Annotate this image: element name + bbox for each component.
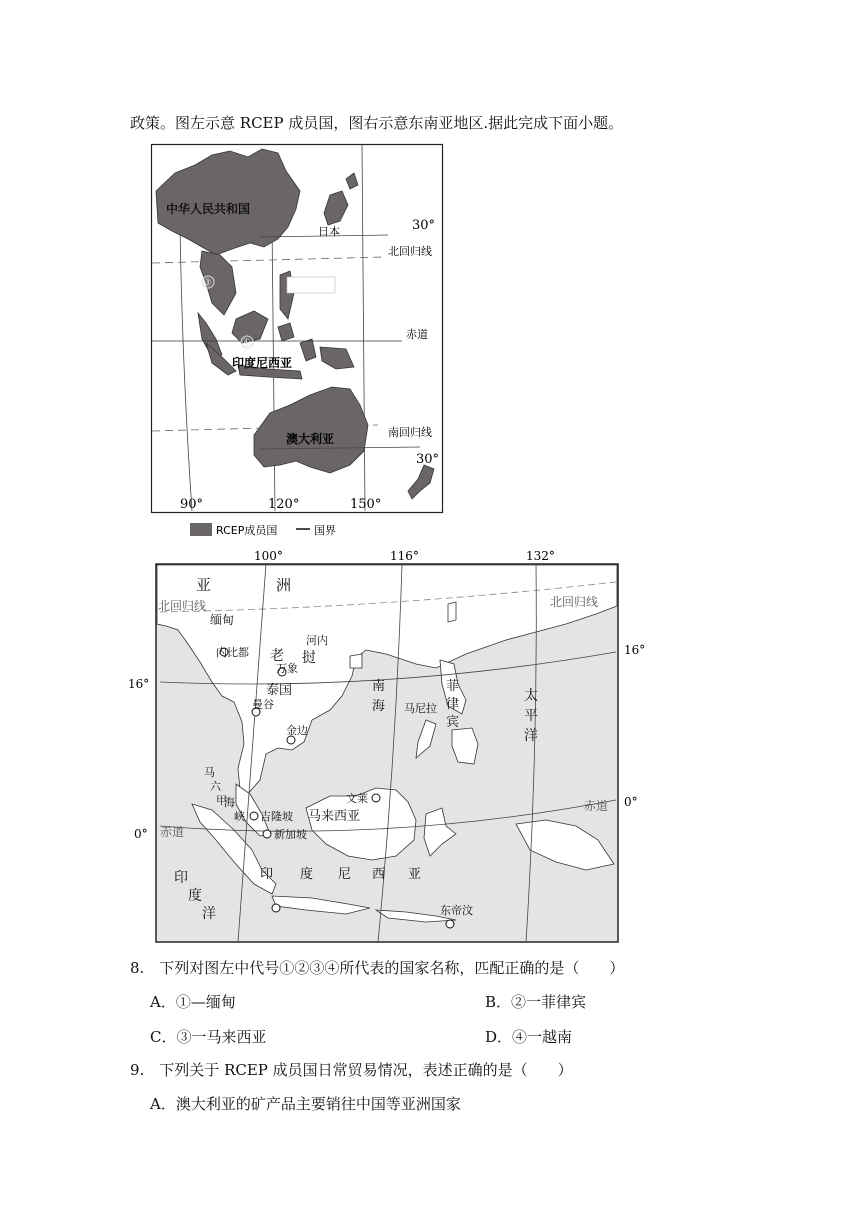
- strait-label-3: 甲: [216, 794, 227, 807]
- kl-label: 吉隆坡: [260, 810, 293, 823]
- asia-label-2: 洲: [276, 576, 292, 594]
- myanmar-label: 缅甸: [210, 613, 235, 627]
- equator-right-label: 赤道: [584, 799, 609, 813]
- hanoi-label: 河内: [306, 634, 328, 647]
- laos-label-1: 老: [270, 648, 284, 664]
- strait-label-4: 海: [224, 796, 235, 809]
- q8-option-a[interactable]: A．①—缅甸: [150, 993, 236, 1011]
- tropic-s-label: 南回归线: [388, 426, 432, 439]
- indonesia-label-3: 尼: [338, 867, 352, 882]
- lat30-label: 30°: [412, 218, 436, 233]
- q9-option-a[interactable]: A．澳大利亚的矿产品主要销往中国等亚洲国家: [150, 1095, 461, 1113]
- legend-border-label: 国界: [314, 524, 336, 537]
- phnompenh-label: 金边: [286, 724, 308, 737]
- lon150-label: 150°: [350, 497, 382, 512]
- brunei-label: 文莱: [346, 792, 368, 805]
- philippines-label-3: 宾: [446, 715, 460, 730]
- indonesia-label-4: 西: [372, 867, 386, 882]
- indian-ocean-label-1: 印: [174, 870, 188, 886]
- lon120-label: 120°: [268, 497, 300, 512]
- intro-text: 政策。图左示意 RCEP 成员国，图右示意东南亚地区.据此完成下面小题。: [130, 114, 624, 132]
- lon116-label: 116°: [390, 549, 419, 563]
- tropic-left-label: 北回归线: [158, 599, 207, 613]
- lat30s-label: 30°: [416, 452, 440, 467]
- marker-3: ③: [202, 276, 212, 289]
- japan-label: 日本: [318, 225, 340, 238]
- philippines-label-1: 菲: [446, 679, 460, 694]
- indian-ocean-label-2: 度: [188, 888, 202, 904]
- australia-label: 澳大利亚: [286, 432, 335, 446]
- bangkok-label: 曼谷: [252, 698, 274, 711]
- lon132-label: 132°: [526, 549, 555, 563]
- china-label: 中华人民共和国: [166, 202, 251, 216]
- singapore-label: 新加坡: [274, 828, 307, 841]
- lon90-label: 90°: [180, 497, 204, 512]
- legend-member-label: RCEP成员国: [216, 524, 278, 537]
- vientiane-label: 万象: [276, 662, 298, 675]
- tropic-right-label: 北回归线: [550, 595, 599, 609]
- southeast-asia-map: [126, 544, 656, 946]
- indonesia-label-1: 印: [260, 867, 274, 882]
- lon100-label: 100°: [254, 549, 283, 563]
- marker-4: ④: [241, 336, 251, 349]
- equator-left-label: 赤道: [160, 825, 185, 839]
- lat0-left: 0°: [134, 827, 148, 841]
- thailand-label: 泰国: [266, 683, 293, 698]
- strait-label-1: 马: [204, 766, 215, 779]
- tropic-n-label: 北回归线: [388, 245, 432, 258]
- naypyidaw-label: 内比都: [216, 646, 249, 659]
- equator-label: 赤道: [406, 328, 428, 341]
- lat16-right: 16°: [624, 643, 646, 657]
- asia-label-1: 亚: [196, 576, 212, 594]
- strait-label-2: 六: [210, 780, 221, 793]
- pacific-label-1: 太: [524, 688, 538, 704]
- south-sea-label-1: 南: [372, 679, 386, 694]
- rcep-members-map: [150, 143, 445, 543]
- manila-label: 马尼拉: [404, 702, 437, 715]
- legend-member-swatch: [190, 523, 212, 536]
- q9-stem: 9. 下列关于 RCEP 成员国日常贸易情况，表述正确的是（ ）: [130, 1061, 573, 1079]
- pacific-label-2: 平: [524, 708, 538, 724]
- strait-label-5: 峡: [234, 810, 245, 823]
- indonesia-label-5: 亚: [408, 867, 422, 882]
- malaysia-label: 马来西亚: [308, 809, 361, 824]
- lat16-left: 16°: [128, 677, 150, 691]
- q8-option-d[interactable]: D．④一越南: [485, 1028, 573, 1046]
- dili-label: 东帝汶: [440, 904, 473, 917]
- indian-ocean-label-3: 洋: [202, 906, 216, 922]
- laos-label-2: 挝: [302, 650, 316, 666]
- indonesia-label: 印度尼西亚: [232, 356, 293, 370]
- philippines-label-2: 律: [446, 697, 460, 712]
- q8-option-b[interactable]: B．②一菲律宾: [485, 993, 587, 1011]
- pacific-label-3: 洋: [524, 728, 538, 744]
- indonesia-label-2: 度: [300, 867, 314, 882]
- south-sea-label-2: 海: [372, 699, 386, 714]
- lat0-right: 0°: [624, 795, 638, 809]
- q8-stem: 8. 下列对图左中代号①②③④所代表的国家名称，匹配正确的是（ ）: [130, 959, 625, 977]
- q8-option-c[interactable]: C．③一马来西亚: [150, 1028, 267, 1046]
